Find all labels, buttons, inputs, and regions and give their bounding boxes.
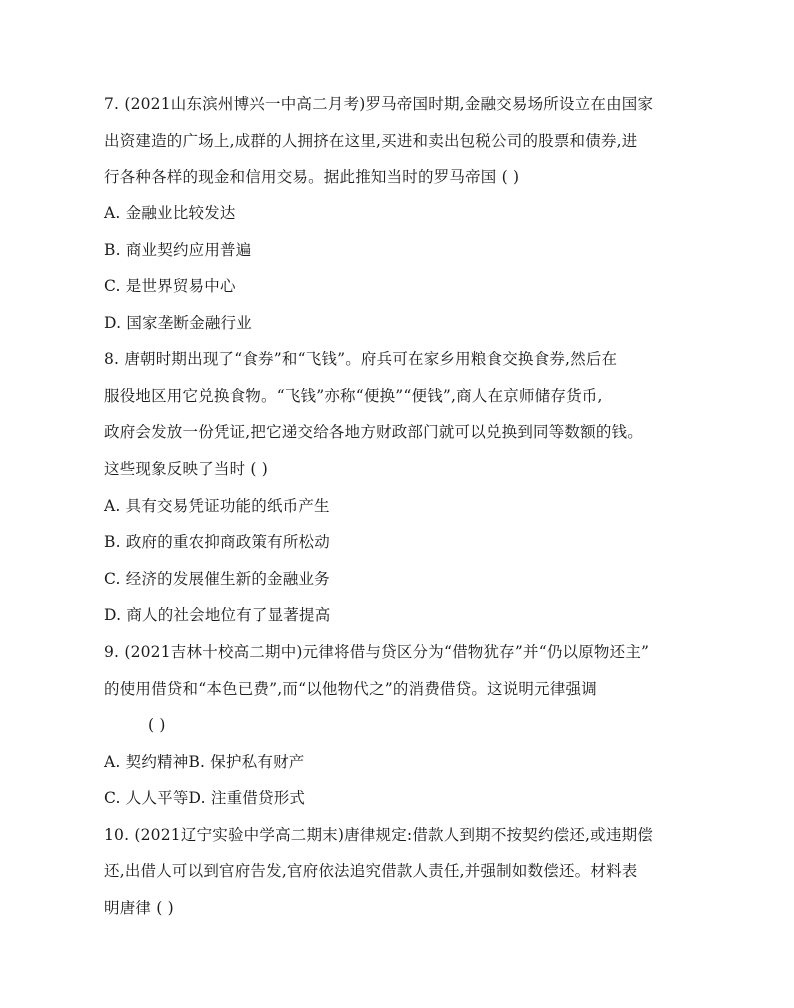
q8-stem-line-3: 政府会发放一份凭证,把它递交给各地方财政部门就可以兑换到同等数额的钱。 xyxy=(104,423,643,441)
q7-stem-line-3: 行各种各样的现金和信用交易。据此推知当时的罗马帝国 ( ) xyxy=(104,168,520,186)
q7-stem-line-1: 7. (2021山东滨州博兴一中高二月考)罗马帝国时期,金融交易场所设立在由国家 xyxy=(104,95,654,113)
q7-option-b: B. 商业契约应用普遍 xyxy=(104,241,252,259)
q9-option-ab: A. 契约精神B. 保护私有财产 xyxy=(104,753,305,771)
q10-stem-line-1: 10. (2021辽宁实验中学高二期末)唐律规定:借款人到期不按契约偿还,或违期偿 xyxy=(104,826,653,844)
q8-option-c: C. 经济的发展催生新的金融业务 xyxy=(104,570,330,588)
q7-option-a: A. 金融业比较发达 xyxy=(104,204,236,222)
q10-stem-line-2: 还,出借人可以到官府告发,官府依法追究借款人责任,并强制如数偿还。材料表 xyxy=(104,862,638,880)
q8-stem-line-1: 8. 唐朝时期出现了“食券”和“飞钱”。府兵可在家乡用粮食交换食券,然后在 xyxy=(104,350,618,368)
q9-option-cd: C. 人人平等D. 注重借贷形式 xyxy=(104,789,306,807)
q7-option-d: D. 国家垄断金融行业 xyxy=(104,314,252,332)
q8-option-b: B. 政府的重农抑商政策有所松动 xyxy=(104,533,330,551)
q8-option-a: A. 具有交易凭证功能的纸币产生 xyxy=(104,497,330,515)
q8-option-d: D. 商人的社会地位有了显著提高 xyxy=(104,606,331,624)
q7-option-c: C. 是世界贸易中心 xyxy=(104,277,236,295)
q9-answer-blank: ( ) xyxy=(148,716,166,734)
q8-stem-line-2: 服役地区用它兑换食物。“飞钱”亦称“便换”“便钱”,商人在京师储存货币, xyxy=(104,387,603,405)
q7-stem-line-2: 出资建造的广场上,成群的人拥挤在这里,买进和卖出包税公司的股票和债券,进 xyxy=(104,132,638,150)
q9-stem-line-1: 9. (2021吉林十校高二期中)元律将借与贷区分为“借物犹存”并“仍以原物还主” xyxy=(104,643,650,661)
q10-stem-line-3: 明唐律 ( ) xyxy=(104,899,174,917)
q8-stem-line-4: 这些现象反映了当时 ( ) xyxy=(104,460,269,478)
q9-stem-line-2: 的使用借贷和“本色已费”,而“以他物代之”的消费借贷。这说明元律强调 xyxy=(104,680,597,698)
